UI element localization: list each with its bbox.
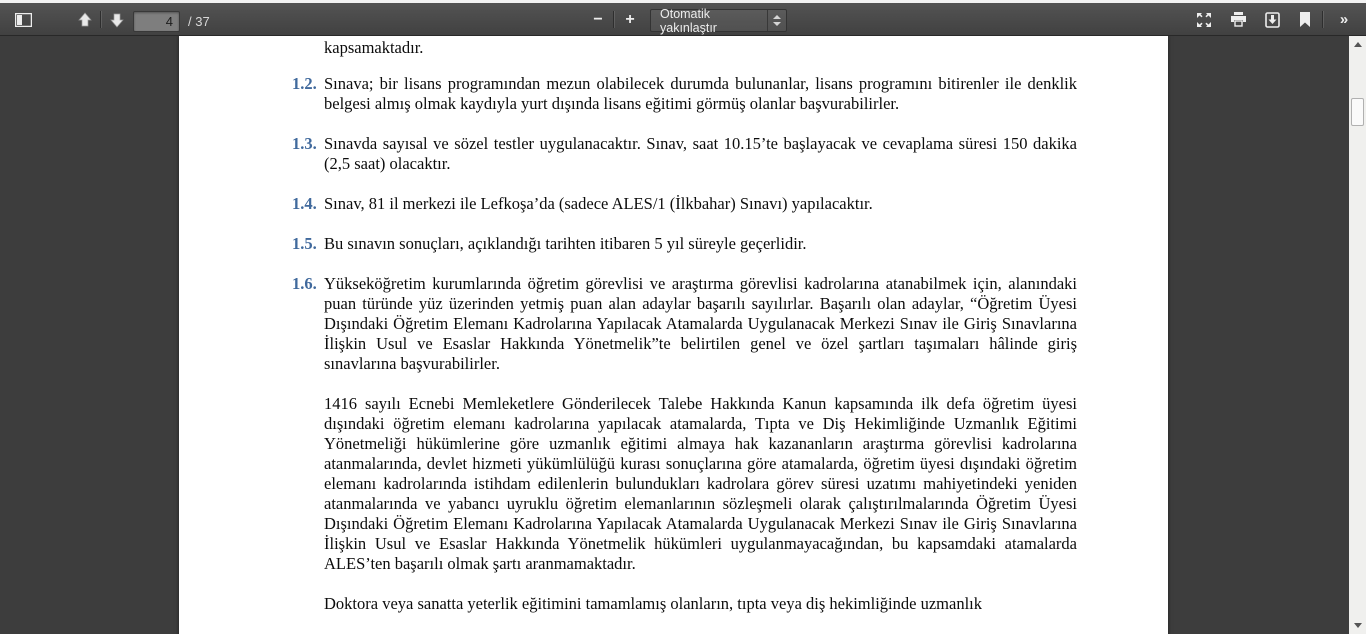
page-count-label: / 37: [188, 14, 210, 29]
presentation-mode-button[interactable]: [1191, 8, 1217, 31]
scroll-up-icon: [1354, 42, 1362, 47]
bookmark-button[interactable]: [1292, 8, 1318, 31]
scrollbar-up-button[interactable]: [1349, 36, 1366, 53]
paragraph-fragment-top: kapsamaktadır.: [324, 38, 424, 57]
list-item: [292, 74, 1077, 114]
sidebar-toggle-button[interactable]: [10, 8, 36, 31]
item-text: Bu sınavın sonuçları, açıklandığı tarihten itibaren 5 yıl süreyle geçerlidir.: [324, 234, 807, 253]
scrollbar-down-button[interactable]: [1349, 617, 1366, 634]
previous-page-button[interactable]: [72, 8, 98, 31]
zoom-level-value: Otomatik yakınlaştır: [660, 6, 717, 35]
list-item: [292, 194, 1077, 214]
item-text: Sınava; bir lisans programından mezun olabilecek durumda bulunanlar, lisans programını bitirenler ile denklik belgesi almış olmak kaydıyla yurt dışında lisans eğitimi görmüş olanlar başvurabilirler.: [324, 74, 1077, 113]
zoom-level-select[interactable]: [650, 6, 787, 35]
pdf-viewer-area: [0, 36, 1349, 634]
print-button[interactable]: [1225, 8, 1251, 31]
expand-arrows-icon: [1196, 12, 1212, 28]
pdf-toolbar: [0, 3, 1366, 36]
scroll-down-icon: [1354, 623, 1362, 628]
zoom-out-button[interactable]: [585, 8, 611, 31]
toolbar-separator: [1322, 11, 1323, 28]
list-item: [292, 274, 1077, 374]
toolbar-separator: [100, 11, 101, 28]
item-number: 1.5.: [292, 234, 317, 253]
arrow-up-icon: [77, 12, 93, 28]
minus-icon: −: [593, 10, 603, 28]
sidebar-icon: [15, 13, 32, 27]
list-item: [292, 134, 1077, 174]
list-item: [292, 234, 1077, 254]
arrow-down-icon: [109, 12, 125, 28]
toolbar-separator: [613, 11, 614, 28]
scrollbar-thumb[interactable]: [1351, 98, 1364, 126]
next-page-button[interactable]: [104, 8, 130, 31]
item-number: 1.3.: [292, 134, 317, 153]
download-icon: [1265, 12, 1280, 28]
item-text: Sınav, 81 il merkezi ile Lefkoşa’da (sadece ALES/1 (İlkbahar) Sınavı) yapılacaktır.: [324, 194, 873, 213]
printer-icon: [1230, 12, 1247, 27]
item-text: Sınavda sayısal ve sözel testler uygulanacaktır. Sınav, saat 10.15’te başlayacak ve cevaplama süresi 150 dakika (2,5 saat) olacaktır.: [324, 134, 1077, 173]
item-number: 1.4.: [292, 194, 317, 213]
page-number-input[interactable]: [133, 11, 180, 32]
continuation-paragraph: 1416 sayılı Ecnebi Memleketlere Gönderilecek Talebe Hakkında Kanun kapsamında ilk defa öğretim üyesi dışındaki öğretim elemanı kadrolarına yapılacak atamalarda, Tıpta ve Diş Hekimliğinde Uzmanlık Eğitimi Yönetmeliği hükümlerine göre uzmanlık eğitimi almaya hak kazananların araştırma görevlisi kadrolarına atanmalarında, devlet hizmeti yükümlülüğü kurası sonuçlarına göre atamalarda, öğretim üyesi dışındaki öğretim elemanı kadrolarında istihdam edilenlerin bulundukları kadrolara görev süresi uzatımı mahiyetindeki yeniden atanmalarında ve yabancı uyruklu öğretim elemanlarının sözleşmeli olarak çalıştırılmalarında Öğretim Üyesi Dışındaki Öğretim Elemanı Kadrolarına Yapılacak Atamalarda Uygulanacak Merkezi Sınav ile Giriş Sınavlarına İlişkin Usul ve Esaslar Hakkında Yönetmelik hükümleri uygulanmayacağından, bu kapsamdaki atamalarda ALES’ten başarılı olmak şartı aranmamaktadır.: [324, 394, 1077, 573]
bookmark-icon: [1299, 12, 1311, 28]
select-spinner-icon: [767, 10, 786, 31]
pdf-page: [179, 36, 1168, 634]
zoom-in-button[interactable]: [617, 8, 643, 31]
more-tools-button[interactable]: »: [1339, 11, 1349, 28]
item-number: 1.2.: [292, 74, 317, 93]
item-number: 1.6.: [292, 274, 317, 293]
item-text: Yükseköğretim kurumlarında öğretim görevlisi ve araştırma görevlisi kadrolarına atanabilmek için, alanındaki puan türünde yüz üzerinden yetmiş puan alan adaylar başarılı sayılırlar. Başarılı olan adaylar, “Öğretim Üyesi Dışındaki Öğretim Elemanı Kadrolarına Yapılacak Atamalarda Uygulanacak Merkezi Sınav ile Giriş Sınavlarına İlişkin Usul ve Esaslar Hakkında Yönetmelik”te belirtilen genel ve özel şartları taşımaları hâlinde giriş sınavlarına başvurabilirler.: [324, 274, 1077, 373]
vertical-scrollbar[interactable]: [1349, 36, 1366, 634]
plus-icon: +: [625, 10, 635, 28]
download-button[interactable]: [1259, 8, 1285, 31]
paragraph-fragment-bottom: Doktora veya sanatta yeterlik eğitimini tamamlamış olanların, tıpta veya diş hekimliğinde uzmanlık: [324, 594, 982, 613]
